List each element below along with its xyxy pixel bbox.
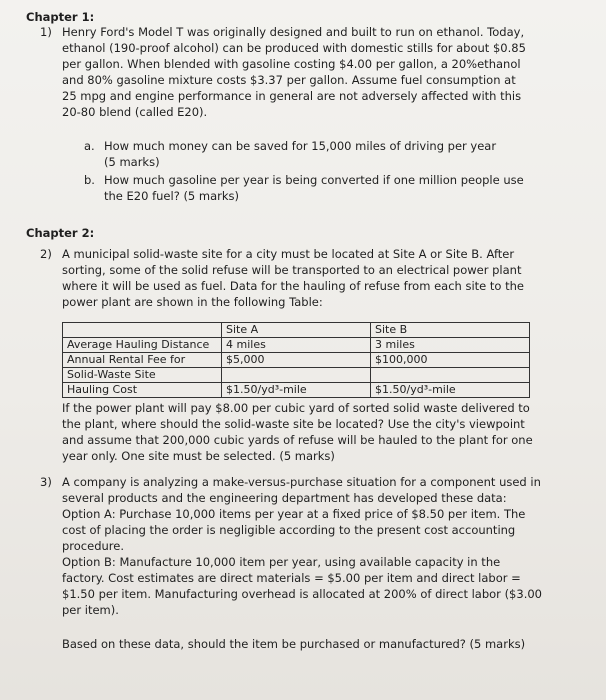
table-cell: 3 miles	[371, 338, 530, 353]
question-1-text: Henry Ford's Model T was originally designed and built to run on ethanol. Today, ethanol (190-proof alcohol) can be produced with domestic stills for about $0.85 per gallon. When blended with gasoline costing $4.00 per gallon, a 20%ethanol and 80% gasoline mixture costs $3.37 per gallon. Assume fuel consumption at 25 mpg and engine performance in general are not adversely affected with this 20-80 blend (called E20).	[62, 25, 530, 119]
table-cell: Hauling Cost	[63, 383, 222, 398]
question-2-number: 2)	[40, 247, 52, 261]
question-1b-label: b.	[84, 173, 95, 187]
table-cell: 4 miles	[222, 338, 371, 353]
question-2	[40, 246, 532, 310]
question-3-prompt	[62, 636, 542, 652]
table-row	[63, 338, 530, 353]
question-3-option-a: Option A: Purchase 10,000 items per year at a fixed price of $8.50 per item. The cost of placing the order is negligible according to the present cost accounting procedure.	[62, 507, 530, 553]
table-cell: $1.50/yd³-mile	[371, 383, 530, 398]
table-cell	[222, 368, 371, 383]
table-header-row	[63, 323, 530, 338]
table-row	[63, 383, 530, 398]
question-3-question: Based on these data, should the item be purchased or manufactured? (5 marks)	[62, 637, 526, 651]
question-2-intro: A municipal solid-waste site for a city must be located at Site A or Site B. After sorting, some of the solid refuse will be transported to an electrical power plant where it will be used as fuel. Data for the hauling of refuse from each site to the power plant are shown in the following Table:	[62, 247, 528, 309]
chapter-1-heading: Chapter 1:	[26, 10, 95, 24]
table-row	[63, 368, 530, 383]
question-1a	[84, 138, 504, 170]
question-1b-text: How much gasoline per year is being converted if one million people use the E20 fuel? (5 marks)	[104, 173, 528, 203]
hauling-data-table	[62, 322, 530, 398]
question-1a-label: a.	[84, 139, 95, 153]
question-2-continued	[62, 400, 542, 464]
chapter-2-heading: Chapter 2:	[26, 226, 95, 240]
question-1b	[84, 172, 544, 204]
question-3-number: 3)	[40, 475, 52, 489]
table-row	[63, 353, 530, 368]
question-3-option-b: Option B: Manufacture 10,000 item per year, using available capacity in the factory. Cost estimates are direct materials = $5.00 per item and direct labor = $1.50 per item. Manufacturing overhead is allocated at 200% of direct labor ($3.00 per item).	[62, 555, 546, 617]
question-1a-text: How much money can be saved for 15,000 miles of driving per year (5 marks)	[104, 139, 500, 169]
question-1-number: 1)	[40, 25, 52, 39]
question-2-after: If the power plant will pay $8.00 per cubic yard of sorted solid waste delivered to the plant, where should the solid-waste site be located? Use the city's viewpoint and assume that 200,000 cubic yards of refuse will be hauled to the plant for one year only. One site must be selected. (5 marks)	[62, 401, 537, 463]
question-3	[40, 474, 546, 618]
table-cell: Annual Rental Fee for	[63, 353, 222, 368]
table-header-cell: Site A	[222, 323, 371, 338]
question-1	[40, 24, 532, 120]
table-cell	[371, 368, 530, 383]
table-cell: Solid-Waste Site	[63, 368, 222, 383]
table-cell: $5,000	[222, 353, 371, 368]
table-cell	[63, 323, 222, 338]
table-cell: $1.50/yd³-mile	[222, 383, 371, 398]
table-cell: $100,000	[371, 353, 530, 368]
table-cell: Average Hauling Distance	[63, 338, 222, 353]
table-header-cell: Site B	[371, 323, 530, 338]
question-3-line1: A company is analyzing a make-versus-purchase situation for a component used in several products and the engineering department has developed these data:	[62, 475, 545, 505]
